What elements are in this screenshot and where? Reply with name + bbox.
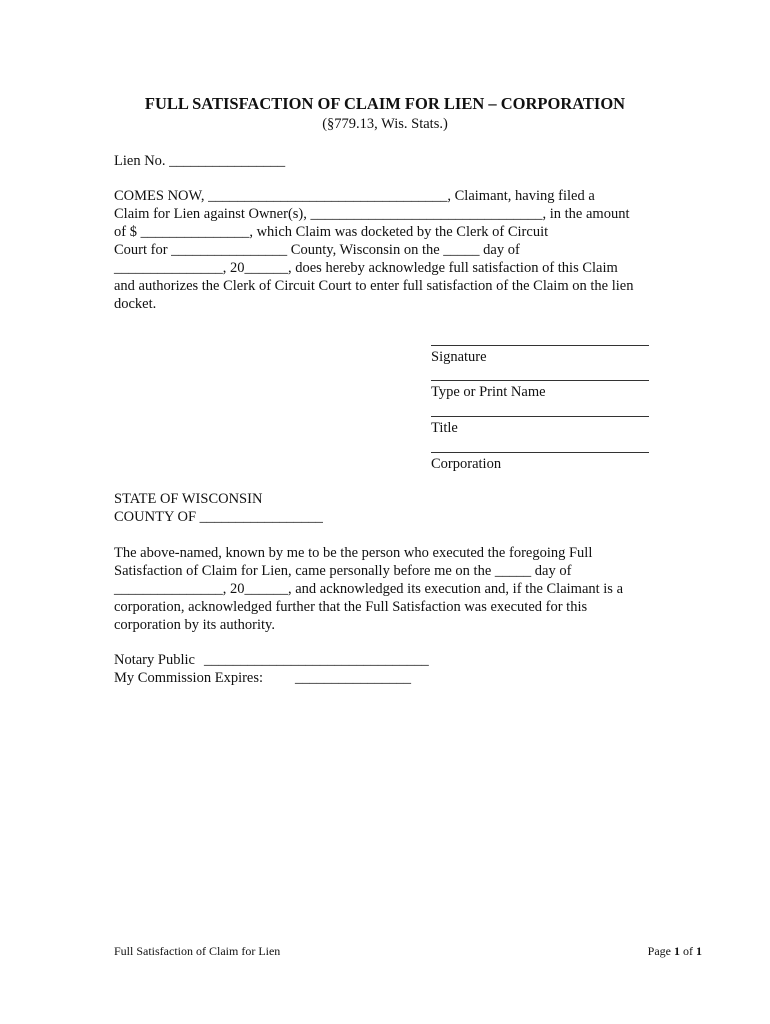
commission-expires-label: My Commission Expires: — [114, 670, 264, 686]
county-line: COUNTY OF _________________ — [114, 509, 323, 525]
signature-label: Signature — [431, 349, 487, 365]
paragraph-line: _______________, 20______, and acknowledged its execution and, if the Claimant is a — [114, 581, 624, 597]
print-name-line — [431, 380, 649, 381]
paragraph-line: COMES NOW, _________________________________, Claimant, having filed a — [114, 188, 595, 204]
statute-reference: (§779.13, Wis. Stats.) — [322, 116, 448, 132]
total-pages: 1 — [696, 944, 702, 958]
paragraph-line: corporation by its authority. — [114, 617, 275, 633]
paragraph-line: The above-named, known by me to be the person who executed the foregoing Full — [114, 545, 593, 561]
notary-public-label: Notary Public — [114, 652, 195, 668]
paragraph-line: docket. — [114, 296, 157, 312]
title-label: Title — [431, 420, 458, 436]
paragraph-line: of $ _______________, which Claim was docketed by the Clerk of Circuit — [114, 224, 549, 240]
lien-number-line: Lien No. ________________ — [114, 153, 286, 169]
commission-expires-blank: ________________ — [295, 670, 411, 686]
title-line — [431, 416, 649, 417]
corporation-label: Corporation — [431, 456, 502, 472]
notary-signature-blank: _______________________________ — [204, 652, 429, 668]
paragraph-line: and authorizes the Clerk of Circuit Court to enter full satisfaction of the Claim on the lien — [114, 278, 634, 294]
paragraph-line: _______________, 20______, does hereby acknowledge full satisfaction of this Claim — [114, 260, 618, 276]
corporation-line — [431, 452, 649, 453]
state-line: STATE OF WISCONSIN — [114, 491, 263, 507]
footer-title: Full Satisfaction of Claim for Lien — [114, 944, 281, 958]
paragraph-line: Court for ________________ County, Wisconsin on the _____ day of — [114, 242, 520, 258]
print-name-label: Type or Print Name — [431, 384, 546, 400]
current-page: 1 — [674, 944, 680, 958]
paragraph-line: corporation, acknowledged further that the Full Satisfaction was executed for this — [114, 599, 588, 615]
page-number: Page 1 of 1 — [647, 944, 702, 958]
paragraph-line: Claim for Lien against Owner(s), ________________________________, in the amount — [114, 206, 630, 222]
signature-line — [431, 345, 649, 346]
document-title: FULL SATISFACTION OF CLAIM FOR LIEN – CORPORATION — [144, 94, 626, 113]
paragraph-line: Satisfaction of Claim for Lien, came personally before me on the _____ day of — [114, 563, 572, 579]
